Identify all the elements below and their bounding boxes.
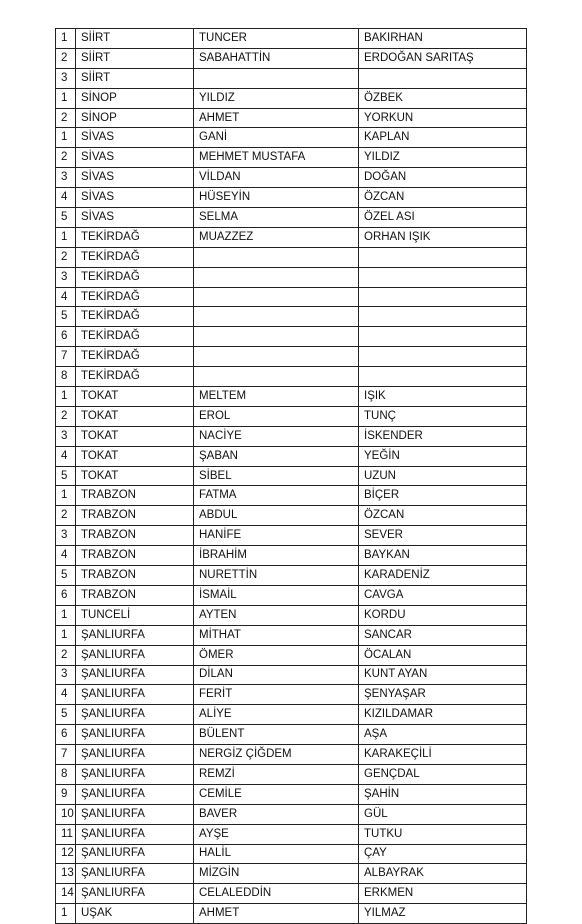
table-row	[56, 884, 527, 904]
province-cell: ŞANLIURFA	[76, 665, 194, 685]
last-name-cell: UZUN	[359, 466, 527, 486]
table-row	[56, 387, 527, 407]
table-row	[56, 68, 527, 88]
table-row	[56, 546, 527, 566]
table-row	[56, 128, 527, 148]
row-number-cell: 4	[56, 287, 76, 307]
last-name-cell: KUNT AYAN	[359, 665, 527, 685]
table-row	[56, 705, 527, 725]
last-name-cell	[359, 307, 527, 327]
first-name-cell: ABDUL	[194, 506, 359, 526]
table-row	[56, 685, 527, 705]
province-cell: TEKİRDAĞ	[76, 367, 194, 387]
table-row	[56, 208, 527, 228]
last-name-cell: ERDOĞAN SARITAŞ	[359, 48, 527, 68]
first-name-cell: TUNCER	[194, 29, 359, 49]
province-cell: SİİRT	[76, 68, 194, 88]
last-name-cell: AŞA	[359, 725, 527, 745]
province-cell: ŞANLIURFA	[76, 784, 194, 804]
first-name-cell: MİZGİN	[194, 864, 359, 884]
row-number-cell: 8	[56, 367, 76, 387]
row-number-cell: 2	[56, 247, 76, 267]
table-row	[56, 665, 527, 685]
table-row	[56, 585, 527, 605]
province-cell: ŞANLIURFA	[76, 824, 194, 844]
last-name-cell: TUTKU	[359, 824, 527, 844]
last-name-cell: GÜL	[359, 804, 527, 824]
province-cell: TOKAT	[76, 406, 194, 426]
first-name-cell: NERGİZ ÇİĞDEM	[194, 745, 359, 765]
last-name-cell: YEĞİN	[359, 446, 527, 466]
table-row	[56, 307, 527, 327]
first-name-cell: AHMET	[194, 904, 359, 924]
last-name-cell: CAVGA	[359, 585, 527, 605]
table-body	[56, 29, 527, 924]
last-name-cell: KARADENİZ	[359, 566, 527, 586]
row-number-cell: 9	[56, 784, 76, 804]
last-name-cell: KARAKEÇİLİ	[359, 745, 527, 765]
province-cell: ŞANLIURFA	[76, 884, 194, 904]
last-name-cell: SANCAR	[359, 625, 527, 645]
first-name-cell	[194, 247, 359, 267]
first-name-cell: İSMAİL	[194, 585, 359, 605]
first-name-cell: ÖMER	[194, 645, 359, 665]
row-number-cell: 3	[56, 426, 76, 446]
province-cell: TRABZON	[76, 546, 194, 566]
table-row	[56, 725, 527, 745]
province-cell: TEKİRDAĞ	[76, 227, 194, 247]
first-name-cell: İBRAHİM	[194, 546, 359, 566]
province-cell: SİVAS	[76, 188, 194, 208]
table-row	[56, 824, 527, 844]
row-number-cell: 4	[56, 685, 76, 705]
last-name-cell: BAKIRHAN	[359, 29, 527, 49]
first-name-cell: FERİT	[194, 685, 359, 705]
table-row	[56, 605, 527, 625]
row-number-cell: 5	[56, 705, 76, 725]
province-cell: TOKAT	[76, 466, 194, 486]
table-row	[56, 168, 527, 188]
row-number-cell: 3	[56, 526, 76, 546]
first-name-cell: MUAZZEZ	[194, 227, 359, 247]
last-name-cell	[359, 267, 527, 287]
row-number-cell: 11	[56, 824, 76, 844]
row-number-cell: 5	[56, 466, 76, 486]
last-name-cell: YILDIZ	[359, 148, 527, 168]
table-row	[56, 367, 527, 387]
row-number-cell: 4	[56, 546, 76, 566]
table-row	[56, 526, 527, 546]
table-row	[56, 347, 527, 367]
province-cell: ŞANLIURFA	[76, 844, 194, 864]
row-number-cell: 4	[56, 188, 76, 208]
first-name-cell: GANİ	[194, 128, 359, 148]
last-name-cell: ÖZBEK	[359, 88, 527, 108]
last-name-cell	[359, 287, 527, 307]
row-number-cell: 12	[56, 844, 76, 864]
first-name-cell	[194, 267, 359, 287]
province-cell: SİVAS	[76, 148, 194, 168]
row-number-cell: 1	[56, 605, 76, 625]
last-name-cell: BAYKAN	[359, 546, 527, 566]
first-name-cell: SABAHATTİN	[194, 48, 359, 68]
province-cell: TEKİRDAĞ	[76, 347, 194, 367]
row-number-cell: 13	[56, 864, 76, 884]
last-name-cell: DOĞAN	[359, 168, 527, 188]
first-name-cell	[194, 287, 359, 307]
first-name-cell	[194, 367, 359, 387]
row-number-cell: 1	[56, 904, 76, 924]
last-name-cell: ŞAHİN	[359, 784, 527, 804]
row-number-cell: 14	[56, 884, 76, 904]
row-number-cell: 6	[56, 725, 76, 745]
province-cell: TUNCELİ	[76, 605, 194, 625]
last-name-cell: ERKMEN	[359, 884, 527, 904]
province-cell: ŞANLIURFA	[76, 645, 194, 665]
row-number-cell: 4	[56, 446, 76, 466]
last-name-cell	[359, 327, 527, 347]
last-name-cell: YORKUN	[359, 108, 527, 128]
first-name-cell: MİTHAT	[194, 625, 359, 645]
province-cell: TRABZON	[76, 585, 194, 605]
province-cell: SİVAS	[76, 208, 194, 228]
province-cell: ŞANLIURFA	[76, 705, 194, 725]
last-name-cell: ÖZEL ASI	[359, 208, 527, 228]
row-number-cell: 2	[56, 108, 76, 128]
last-name-cell	[359, 247, 527, 267]
province-cell: TOKAT	[76, 426, 194, 446]
province-cell: ŞANLIURFA	[76, 804, 194, 824]
first-name-cell: NACİYE	[194, 426, 359, 446]
table-row	[56, 566, 527, 586]
row-number-cell: 5	[56, 307, 76, 327]
last-name-cell: İSKENDER	[359, 426, 527, 446]
table-row	[56, 426, 527, 446]
first-name-cell	[194, 347, 359, 367]
first-name-cell: MELTEM	[194, 387, 359, 407]
last-name-cell: GENÇDAL	[359, 764, 527, 784]
row-number-cell: 1	[56, 486, 76, 506]
table-row	[56, 625, 527, 645]
row-number-cell: 10	[56, 804, 76, 824]
row-number-cell: 1	[56, 625, 76, 645]
row-number-cell: 3	[56, 267, 76, 287]
province-cell: TEKİRDAĞ	[76, 287, 194, 307]
first-name-cell: BAVER	[194, 804, 359, 824]
table-row	[56, 506, 527, 526]
table-row	[56, 188, 527, 208]
last-name-cell: KIZILDAMAR	[359, 705, 527, 725]
first-name-cell: REMZİ	[194, 764, 359, 784]
row-number-cell: 3	[56, 68, 76, 88]
candidate-table	[55, 28, 527, 924]
province-cell: SİİRT	[76, 48, 194, 68]
first-name-cell: AYTEN	[194, 605, 359, 625]
first-name-cell: SİBEL	[194, 466, 359, 486]
province-cell: TRABZON	[76, 566, 194, 586]
first-name-cell: MEHMET MUSTAFA	[194, 148, 359, 168]
table-row	[56, 486, 527, 506]
row-number-cell: 2	[56, 148, 76, 168]
table-row	[56, 29, 527, 49]
last-name-cell	[359, 68, 527, 88]
last-name-cell: ÖZCAN	[359, 188, 527, 208]
row-number-cell: 1	[56, 227, 76, 247]
province-cell: ŞANLIURFA	[76, 625, 194, 645]
table-row	[56, 764, 527, 784]
last-name-cell: ÖCALAN	[359, 645, 527, 665]
province-cell: ŞANLIURFA	[76, 745, 194, 765]
first-name-cell: ALİYE	[194, 705, 359, 725]
table-row	[56, 227, 527, 247]
last-name-cell: TUNÇ	[359, 406, 527, 426]
row-number-cell: 7	[56, 347, 76, 367]
table-row	[56, 804, 527, 824]
province-cell: SİNOP	[76, 88, 194, 108]
first-name-cell: CEMİLE	[194, 784, 359, 804]
last-name-cell: KORDU	[359, 605, 527, 625]
table-row	[56, 745, 527, 765]
province-cell: ŞANLIURFA	[76, 725, 194, 745]
table-row	[56, 88, 527, 108]
row-number-cell: 5	[56, 208, 76, 228]
table-row	[56, 844, 527, 864]
first-name-cell: DİLAN	[194, 665, 359, 685]
first-name-cell	[194, 68, 359, 88]
last-name-cell: ÖZCAN	[359, 506, 527, 526]
first-name-cell: NURETTİN	[194, 566, 359, 586]
table-row	[56, 864, 527, 884]
first-name-cell: BÜLENT	[194, 725, 359, 745]
first-name-cell: HALİL	[194, 844, 359, 864]
first-name-cell: HANİFE	[194, 526, 359, 546]
province-cell: TEKİRDAĞ	[76, 327, 194, 347]
last-name-cell: IŞIK	[359, 387, 527, 407]
last-name-cell: YILMAZ	[359, 904, 527, 924]
table-row	[56, 645, 527, 665]
province-cell: SİVAS	[76, 128, 194, 148]
province-cell: ŞANLIURFA	[76, 864, 194, 884]
table-row	[56, 247, 527, 267]
row-number-cell: 6	[56, 585, 76, 605]
province-cell: ŞANLIURFA	[76, 685, 194, 705]
last-name-cell: KAPLAN	[359, 128, 527, 148]
row-number-cell: 2	[56, 48, 76, 68]
first-name-cell	[194, 307, 359, 327]
province-cell: TOKAT	[76, 387, 194, 407]
last-name-cell	[359, 347, 527, 367]
first-name-cell: AHMET	[194, 108, 359, 128]
row-number-cell: 3	[56, 168, 76, 188]
first-name-cell: SELMA	[194, 208, 359, 228]
table-row	[56, 287, 527, 307]
row-number-cell: 3	[56, 665, 76, 685]
province-cell: SİVAS	[76, 168, 194, 188]
table-row	[56, 406, 527, 426]
first-name-cell: HÜSEYİN	[194, 188, 359, 208]
table-row	[56, 784, 527, 804]
province-cell: TEKİRDAĞ	[76, 247, 194, 267]
province-cell: TRABZON	[76, 526, 194, 546]
province-cell: UŞAK	[76, 904, 194, 924]
first-name-cell: VİLDAN	[194, 168, 359, 188]
province-cell: SİİRT	[76, 29, 194, 49]
row-number-cell: 8	[56, 764, 76, 784]
first-name-cell: YILDIZ	[194, 88, 359, 108]
first-name-cell: ŞABAN	[194, 446, 359, 466]
row-number-cell: 1	[56, 128, 76, 148]
province-cell: TOKAT	[76, 446, 194, 466]
province-cell: ŞANLIURFA	[76, 764, 194, 784]
table-row	[56, 267, 527, 287]
table-row	[56, 904, 527, 924]
table-row	[56, 327, 527, 347]
table-row	[56, 148, 527, 168]
row-number-cell: 2	[56, 406, 76, 426]
province-cell: TRABZON	[76, 506, 194, 526]
last-name-cell: ORHAN IŞIK	[359, 227, 527, 247]
province-cell: SİNOP	[76, 108, 194, 128]
last-name-cell: SEVER	[359, 526, 527, 546]
table-row	[56, 108, 527, 128]
first-name-cell: EROL	[194, 406, 359, 426]
table-row	[56, 466, 527, 486]
row-number-cell: 1	[56, 387, 76, 407]
row-number-cell: 2	[56, 506, 76, 526]
row-number-cell: 1	[56, 29, 76, 49]
last-name-cell: BİÇER	[359, 486, 527, 506]
table-row	[56, 48, 527, 68]
province-cell: TRABZON	[76, 486, 194, 506]
last-name-cell	[359, 367, 527, 387]
table-row	[56, 446, 527, 466]
first-name-cell: CELALEDDİN	[194, 884, 359, 904]
first-name-cell	[194, 327, 359, 347]
province-cell: TEKİRDAĞ	[76, 307, 194, 327]
row-number-cell: 1	[56, 88, 76, 108]
first-name-cell: FATMA	[194, 486, 359, 506]
row-number-cell: 7	[56, 745, 76, 765]
last-name-cell: ÇAY	[359, 844, 527, 864]
row-number-cell: 2	[56, 645, 76, 665]
row-number-cell: 6	[56, 327, 76, 347]
last-name-cell: ALBAYRAK	[359, 864, 527, 884]
first-name-cell: AYŞE	[194, 824, 359, 844]
province-cell: TEKİRDAĞ	[76, 267, 194, 287]
row-number-cell: 5	[56, 566, 76, 586]
last-name-cell: ŞENYAŞAR	[359, 685, 527, 705]
